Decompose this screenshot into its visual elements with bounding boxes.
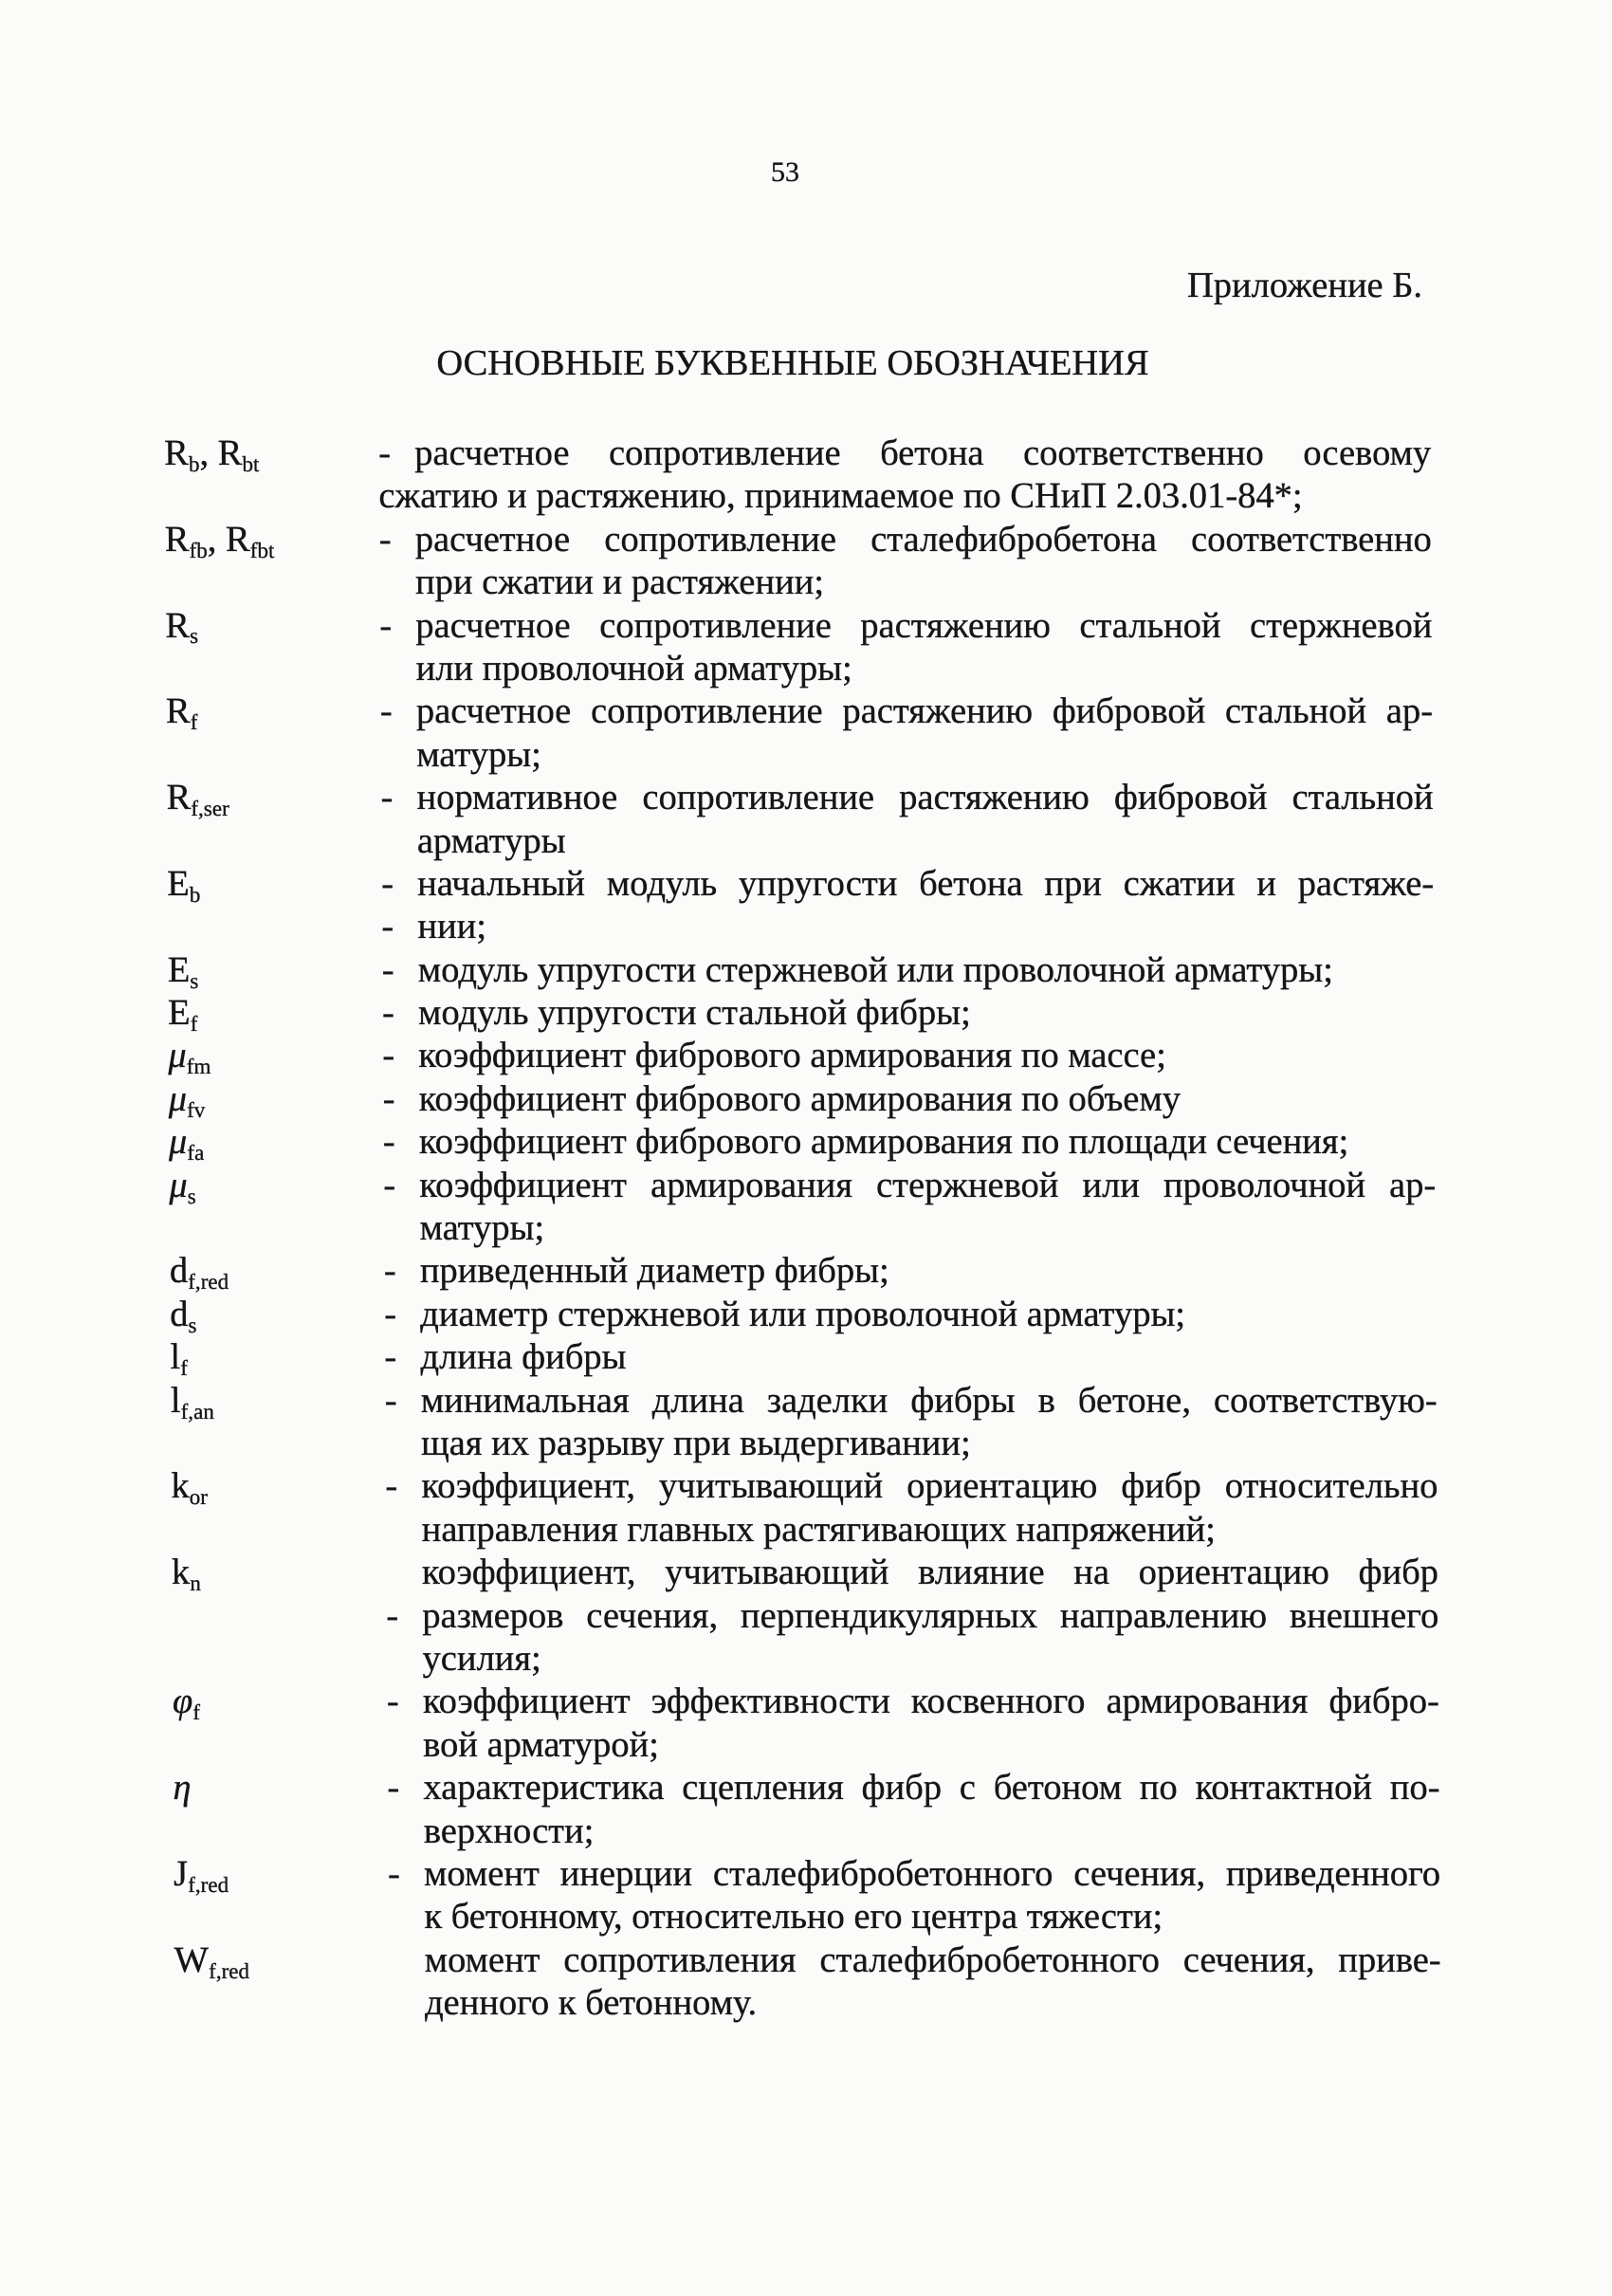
symbol-base: E (167, 993, 191, 1034)
description-line (4, 992, 1612, 1035)
symbol-base: d (169, 1251, 189, 1292)
symbol-base: R (165, 691, 191, 732)
notation-entry (9, 1853, 1612, 1939)
symbol-base: η (173, 1768, 192, 1809)
description-line (9, 1681, 1612, 1723)
description-line (7, 1380, 1612, 1423)
symbol-base: d (170, 1294, 189, 1334)
symbol-base: l (170, 1380, 181, 1421)
description-line (5, 1207, 1612, 1250)
appendix-label: Приложение Б. (1187, 266, 1422, 305)
symbol-base: R (217, 433, 243, 473)
description-line (3, 820, 1612, 863)
line-dash: - (381, 863, 394, 904)
symbol-subscript: fm (186, 1054, 211, 1079)
notation-entry (9, 1767, 1612, 1853)
line-dash: - (381, 907, 394, 947)
description-line (2, 648, 1612, 690)
notation-entry (0, 432, 1612, 519)
symbol-subscript: f,red (209, 1957, 250, 1983)
line-text: матуры; (416, 734, 541, 775)
symbol-subscript: s (187, 1183, 196, 1208)
notation-entry (5, 1078, 1612, 1121)
description-line (10, 1982, 1612, 2025)
notation-entry (3, 863, 1612, 949)
line-dash: - (386, 1595, 399, 1636)
line-dash: - (384, 1337, 397, 1378)
symbol-subscript: s (188, 1312, 197, 1337)
description-line (1, 519, 1612, 561)
description-line (8, 1509, 1612, 1552)
symbol-base: R (225, 519, 250, 560)
description (9, 1853, 1612, 1939)
symbol-subscript: fv (186, 1096, 206, 1122)
line-text: коэффициент, учитывающий влияние на ориентацию фибр (421, 1552, 1439, 1593)
notation-entry (7, 1380, 1612, 1466)
line-dash: - (380, 778, 394, 818)
symbol-base: μ (168, 1036, 187, 1076)
notation-entry (2, 690, 1612, 777)
line-dash: - (383, 1165, 396, 1205)
notation-list (0, 432, 1612, 2025)
description (5, 1078, 1612, 1121)
line-text: момент инерции сталефибробетонного сечения, приведенного (423, 1853, 1441, 1894)
symbol-base: φ (172, 1681, 193, 1722)
description-line (2, 734, 1612, 777)
symbol-subscript: fbt (249, 537, 275, 562)
symbol-base: k (171, 1466, 190, 1507)
description-line (2, 777, 1612, 819)
description (9, 1767, 1612, 1853)
description-line (9, 1896, 1612, 1938)
description-line (6, 1336, 1612, 1379)
line-dash: - (386, 1681, 399, 1722)
description (8, 1552, 1612, 1681)
description (3, 863, 1612, 949)
symbol-base: E (167, 949, 191, 990)
symbol-base: k (171, 1552, 191, 1593)
symbol-subscript: n (190, 1570, 201, 1596)
description (4, 1035, 1612, 1077)
description (6, 1294, 1612, 1336)
description (2, 690, 1612, 777)
line-text: сжатию и растяжению, принимаемое по СНиП 2.03.01-84*; (378, 476, 1303, 517)
description-line (2, 690, 1612, 733)
line-text: направления главных растягивающих напряжений; (421, 1509, 1217, 1550)
line-text: усилия; (422, 1638, 541, 1679)
notation-entry (2, 777, 1612, 863)
page-title: ОСНОВНЫЕ БУКВЕННЫЕ ОБОЗНАЧЕНИЯ (436, 343, 1149, 383)
description-line (7, 1423, 1612, 1465)
notation-entry (6, 1250, 1612, 1293)
notation-entry (6, 1294, 1612, 1336)
symbol-subscript: f,red (188, 1269, 229, 1295)
line-text: характеристика сцепления фибр с бетоном по контактной по- (423, 1768, 1440, 1809)
description (0, 432, 1612, 519)
symbol-separator: , (207, 519, 227, 560)
symbol-subscript: fb (189, 537, 208, 562)
line-dash: - (387, 1768, 400, 1809)
line-dash: - (381, 949, 394, 990)
line-text: модуль упругости стальной фибры; (417, 993, 971, 1034)
line-dash: - (384, 1380, 397, 1421)
description-line (9, 1767, 1612, 1809)
notation-entry (4, 1035, 1612, 1077)
description-line (5, 1078, 1612, 1121)
description (9, 1681, 1612, 1767)
notation-entry (5, 1165, 1612, 1251)
notation-entry (1, 605, 1612, 691)
description (6, 1336, 1612, 1379)
notation-entry (10, 1939, 1612, 2026)
line-dash: - (384, 1294, 397, 1334)
line-text: расчетное сопротивление сталефибробетона соответственно (414, 519, 1432, 560)
description (2, 777, 1612, 863)
line-text: минимальная длина заделки фибры в бетоне, соответствую- (420, 1380, 1438, 1421)
symbol-base: R (164, 433, 189, 473)
symbol-base: l (170, 1337, 181, 1378)
notation-entry (4, 949, 1612, 992)
description-line (9, 1724, 1612, 1767)
symbol-base: W (174, 1939, 210, 1980)
description-line (4, 1035, 1612, 1077)
line-dash: - (385, 1466, 398, 1507)
description-line (6, 1250, 1612, 1293)
line-text: диаметр стержневой или проволочной арматуры; (420, 1294, 1186, 1334)
line-text: нии; (417, 907, 487, 947)
line-text: расчетное сопротивление растяжению фибровой стальной ар- (415, 691, 1434, 732)
line-text: длина фибры (420, 1337, 627, 1378)
symbol-subscript: s (190, 967, 199, 993)
line-text: к бетонному, относительно его центра тяжести; (424, 1897, 1163, 1938)
line-dash: - (378, 519, 392, 560)
line-dash: - (382, 1122, 395, 1163)
line-text: коэффициент фибрового армирования по массе; (418, 1036, 1167, 1076)
description-line (5, 1165, 1612, 1207)
notation-entry (9, 1681, 1612, 1767)
line-text: при сжатии и растяжении; (414, 562, 825, 603)
symbol-subscript: f,red (188, 1871, 229, 1897)
line-text: приведенный диаметр фибры; (419, 1251, 889, 1292)
line-text: модуль упругости стержневой или проволочной арматуры; (417, 949, 1333, 990)
description (5, 1165, 1612, 1251)
line-dash: - (383, 1251, 396, 1292)
description-line (8, 1638, 1612, 1681)
symbol-subscript: f,an (180, 1398, 214, 1424)
description-line (6, 1294, 1612, 1336)
line-text: коэффициент, учитывающий ориентацию фибр относительно (421, 1466, 1438, 1507)
line-text: матуры; (419, 1208, 545, 1249)
description-line (3, 863, 1612, 906)
symbol-subscript: or (189, 1484, 209, 1510)
line-text: верхности; (423, 1810, 595, 1851)
symbol-subscript: f (190, 709, 198, 735)
line-text: коэффициент армирования стержневой или проволочной ар- (419, 1165, 1437, 1205)
line-dash: - (382, 1078, 395, 1119)
description-line (10, 1939, 1612, 1982)
line-text: щая их разрыву при выдергивании; (420, 1423, 971, 1463)
line-text: момент сопротивления сталефибробетонного сечения, приве- (424, 1939, 1441, 1980)
description-line (8, 1552, 1612, 1594)
symbol-subscript: s (190, 623, 199, 649)
line-text: размеров сечения, перпендикулярных направлению внешнего (422, 1595, 1439, 1636)
description (1, 519, 1612, 605)
symbol-base: μ (168, 1078, 188, 1119)
line-text: или проволочной арматуры; (415, 648, 852, 689)
description (7, 1465, 1612, 1552)
description-line (0, 432, 1612, 475)
description-line (8, 1595, 1612, 1638)
notation-entry (1, 519, 1612, 605)
description (7, 1380, 1612, 1466)
description-line (1, 561, 1612, 604)
line-text: арматуры (416, 820, 566, 861)
line-dash: - (387, 1853, 401, 1894)
description-line (7, 1465, 1612, 1508)
notation-entry (4, 992, 1612, 1035)
notation-entry (8, 1552, 1612, 1681)
symbol-subscript: fa (187, 1140, 205, 1166)
symbol-subscript: b (189, 881, 201, 907)
description-line (1, 605, 1612, 648)
line-text: расчетное сопротивление растяжению стальной стержневой (415, 605, 1433, 646)
line-dash: - (381, 993, 395, 1034)
description-line (9, 1853, 1612, 1896)
notation-entry (7, 1465, 1612, 1552)
symbol-base: E (167, 863, 190, 904)
description (5, 1121, 1612, 1164)
symbol-subscript: f (192, 1699, 201, 1725)
line-text: коэффициент фибрового армирования по объему (418, 1078, 1182, 1119)
line-text: денного к бетонному. (424, 1983, 758, 2024)
line-dash: - (379, 691, 393, 732)
symbol-base: R (164, 519, 190, 560)
symbol-subscript: f (190, 1011, 198, 1036)
description-line (4, 949, 1612, 992)
description-line (3, 906, 1612, 948)
line-text: вой арматурой; (423, 1724, 660, 1765)
description (10, 1939, 1612, 2026)
notation-entry (5, 1121, 1612, 1164)
description-line (9, 1810, 1612, 1853)
line-dash: - (379, 605, 393, 646)
page-number: 53 (771, 156, 799, 188)
description-line (0, 475, 1612, 518)
symbol-subscript: f (180, 1355, 189, 1381)
symbol-base: R (166, 778, 192, 818)
description (6, 1250, 1612, 1293)
symbol-base: μ (169, 1165, 188, 1205)
symbol-subscript: f,ser (191, 796, 229, 821)
symbol-subscript: b (188, 450, 200, 476)
line-dash: - (382, 1036, 395, 1076)
line-text: коэффициент фибрового армирования по площади сечения; (418, 1122, 1349, 1163)
line-text: расчетное сопротивление бетона соответственно осевому (414, 433, 1432, 473)
line-text: начальный модуль упругости бетона при сжатии и растяже- (417, 863, 1435, 904)
symbol-base: J (173, 1853, 189, 1894)
description (1, 605, 1612, 691)
notation-entry (6, 1336, 1612, 1379)
description (4, 949, 1612, 992)
line-dash: - (378, 433, 392, 473)
line-text: коэффициент эффективности косвенного армирования фибро- (422, 1681, 1440, 1722)
symbol-base: μ (168, 1122, 188, 1163)
symbol-separator: , (199, 433, 218, 473)
symbol-base: R (165, 605, 191, 646)
line-text: нормативное сопротивление растяжению фибровой стальной (416, 778, 1434, 818)
description-line (5, 1121, 1612, 1164)
symbol-subscript: bt (242, 450, 260, 476)
description (4, 992, 1612, 1035)
